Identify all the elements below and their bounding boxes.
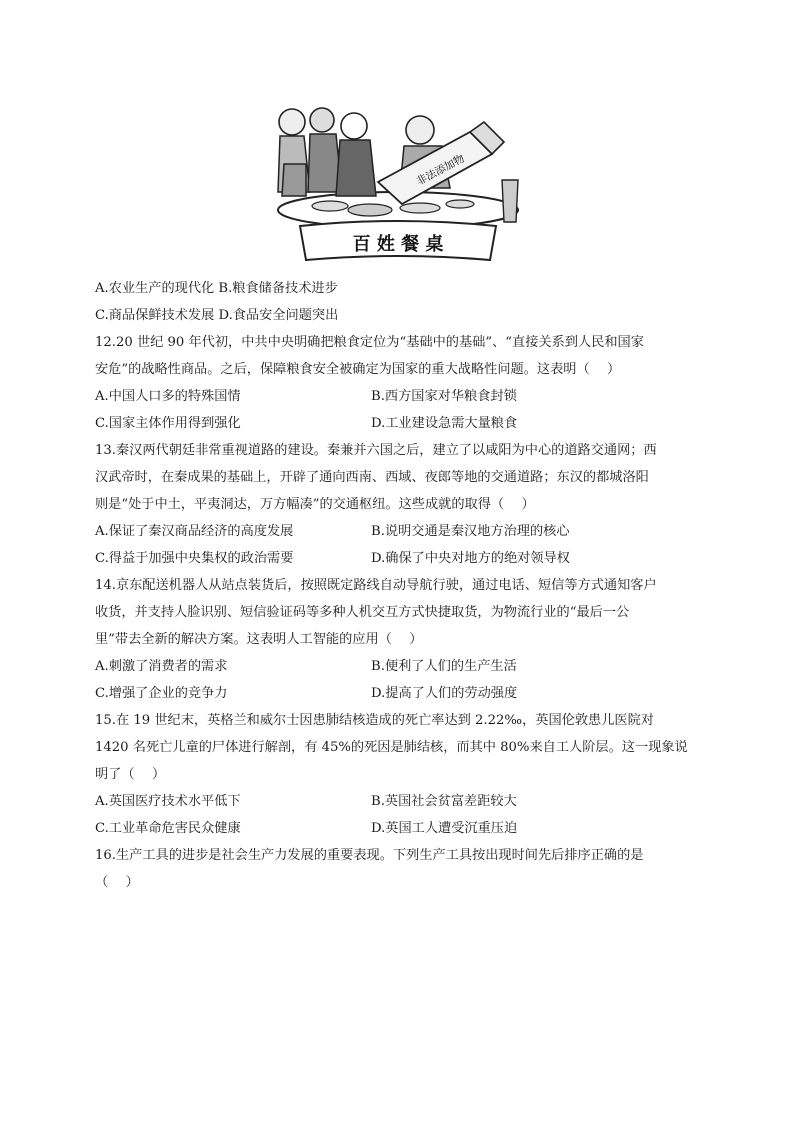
question-line: 15.在 19 世纪末，英格兰和威尔士因患肺结核造成的死亡率达到 2.22‰，英国伦敦患儿医院对: [95, 713, 654, 728]
person-body: [336, 140, 376, 196]
bottle-label: 非法添加物: [414, 152, 467, 188]
question-line: 1420 名死亡儿童的尸体进行解剖，有 45%的死因是肺结核，而其中 80%来自工人阶层。这一现象说: [95, 740, 688, 755]
person-head: [279, 109, 305, 135]
person-body: [282, 164, 306, 196]
question-line: 13.秦汉两代朝廷非常重视道路的建设。秦兼并六国之后，建立了以咸阳为中心的道路交通网；西: [95, 443, 657, 458]
person-head: [341, 113, 367, 139]
option-d: D.工业建设急需大量粮食: [371, 416, 518, 431]
table-stand: [502, 180, 518, 222]
option-a: A.中国人口多的特殊国情: [95, 389, 241, 404]
plate: [348, 204, 392, 216]
question-16: [95, 842, 705, 896]
option-d: D.提高了人们的劳动强度: [371, 686, 518, 701]
question-line: 汉武帝时，在秦成果的基础上，开辟了通向西南、西域、夜郎等地的交通道路；东汉的都城洛阳: [95, 470, 649, 485]
question-line: 收货，并支持人脸识别、短信验证码等多种人机交互方式快捷取货，为物流行业的“最后一公: [95, 605, 630, 620]
option-c: C.国家主体作用得到强化: [95, 416, 241, 431]
option-c: C.得益于加强中央集权的政治需要: [95, 551, 294, 566]
option-d: D.确保了中央对地方的绝对领导权: [371, 551, 570, 566]
person-head: [406, 116, 434, 144]
option-b: B.英国社会贫富差距较大: [371, 794, 517, 809]
option-a: A.保证了秦汉商品经济的高度发展: [95, 524, 294, 539]
question-line: 16.生产工具的进步是社会生产力发展的重要表现。下列生产工具按出现时间先后排序正确的是: [95, 848, 644, 863]
plate: [446, 200, 474, 208]
question-line: 里”带去全新的解决方案。这表明人工智能的应用（ ）: [95, 632, 423, 647]
food-safety-cartoon: [270, 92, 526, 264]
question-line: 则是“处于中土，平夷洞达，万方幅凑”的交通枢纽。这些成就的取得（ ）: [95, 497, 535, 512]
question-13: [95, 437, 705, 572]
plate: [400, 203, 440, 213]
question-15: [95, 707, 705, 842]
option-a: A.刺激了消费者的需求: [95, 659, 228, 674]
option-c: C.工业革命危害民众健康: [95, 821, 241, 836]
banner-title: 百 姓 餐 桌: [352, 234, 444, 255]
question-line: 安危”的战略性商品。之后，保障粮食安全被确定为国家的重大战略性问题。这表明（ ）: [95, 362, 621, 377]
additive-bottle: [378, 122, 504, 204]
q11-options-line2: C.商品保鲜技术发展 D.食品安全问题突出: [95, 308, 339, 323]
plate: [312, 201, 348, 211]
question-12: [95, 329, 705, 437]
option-d: D.英国工人遭受沉重压迫: [371, 821, 518, 836]
question-line: （ ）: [95, 875, 139, 890]
person-head: [310, 108, 334, 132]
question-text-block: [95, 275, 705, 896]
option-b: B.说明交通是秦汉地方治理的核心: [371, 524, 570, 539]
question-14: [95, 572, 705, 707]
question-line: 12.20 世纪 90 年代初，中共中央明确把粮食定位为“基础中的基础”、“直接关系到人民和国家: [95, 335, 644, 350]
option-b: B.西方国家对华粮食封锁: [371, 389, 517, 404]
option-a: A.英国医疗技术水平低下: [95, 794, 241, 809]
question-line: 14.京东配送机器人从站点装货后，按照既定路线自动导航行驶，通过电话、短信等方式通知客户: [95, 578, 657, 593]
question-line: 明了（ ）: [95, 767, 166, 782]
option-c: C.增强了企业的竞争力: [95, 686, 228, 701]
q11-options-line1: A.农业生产的现代化 B.粮食储备技术进步: [95, 281, 338, 296]
option-b: B.便利了人们的生产生活: [371, 659, 517, 674]
